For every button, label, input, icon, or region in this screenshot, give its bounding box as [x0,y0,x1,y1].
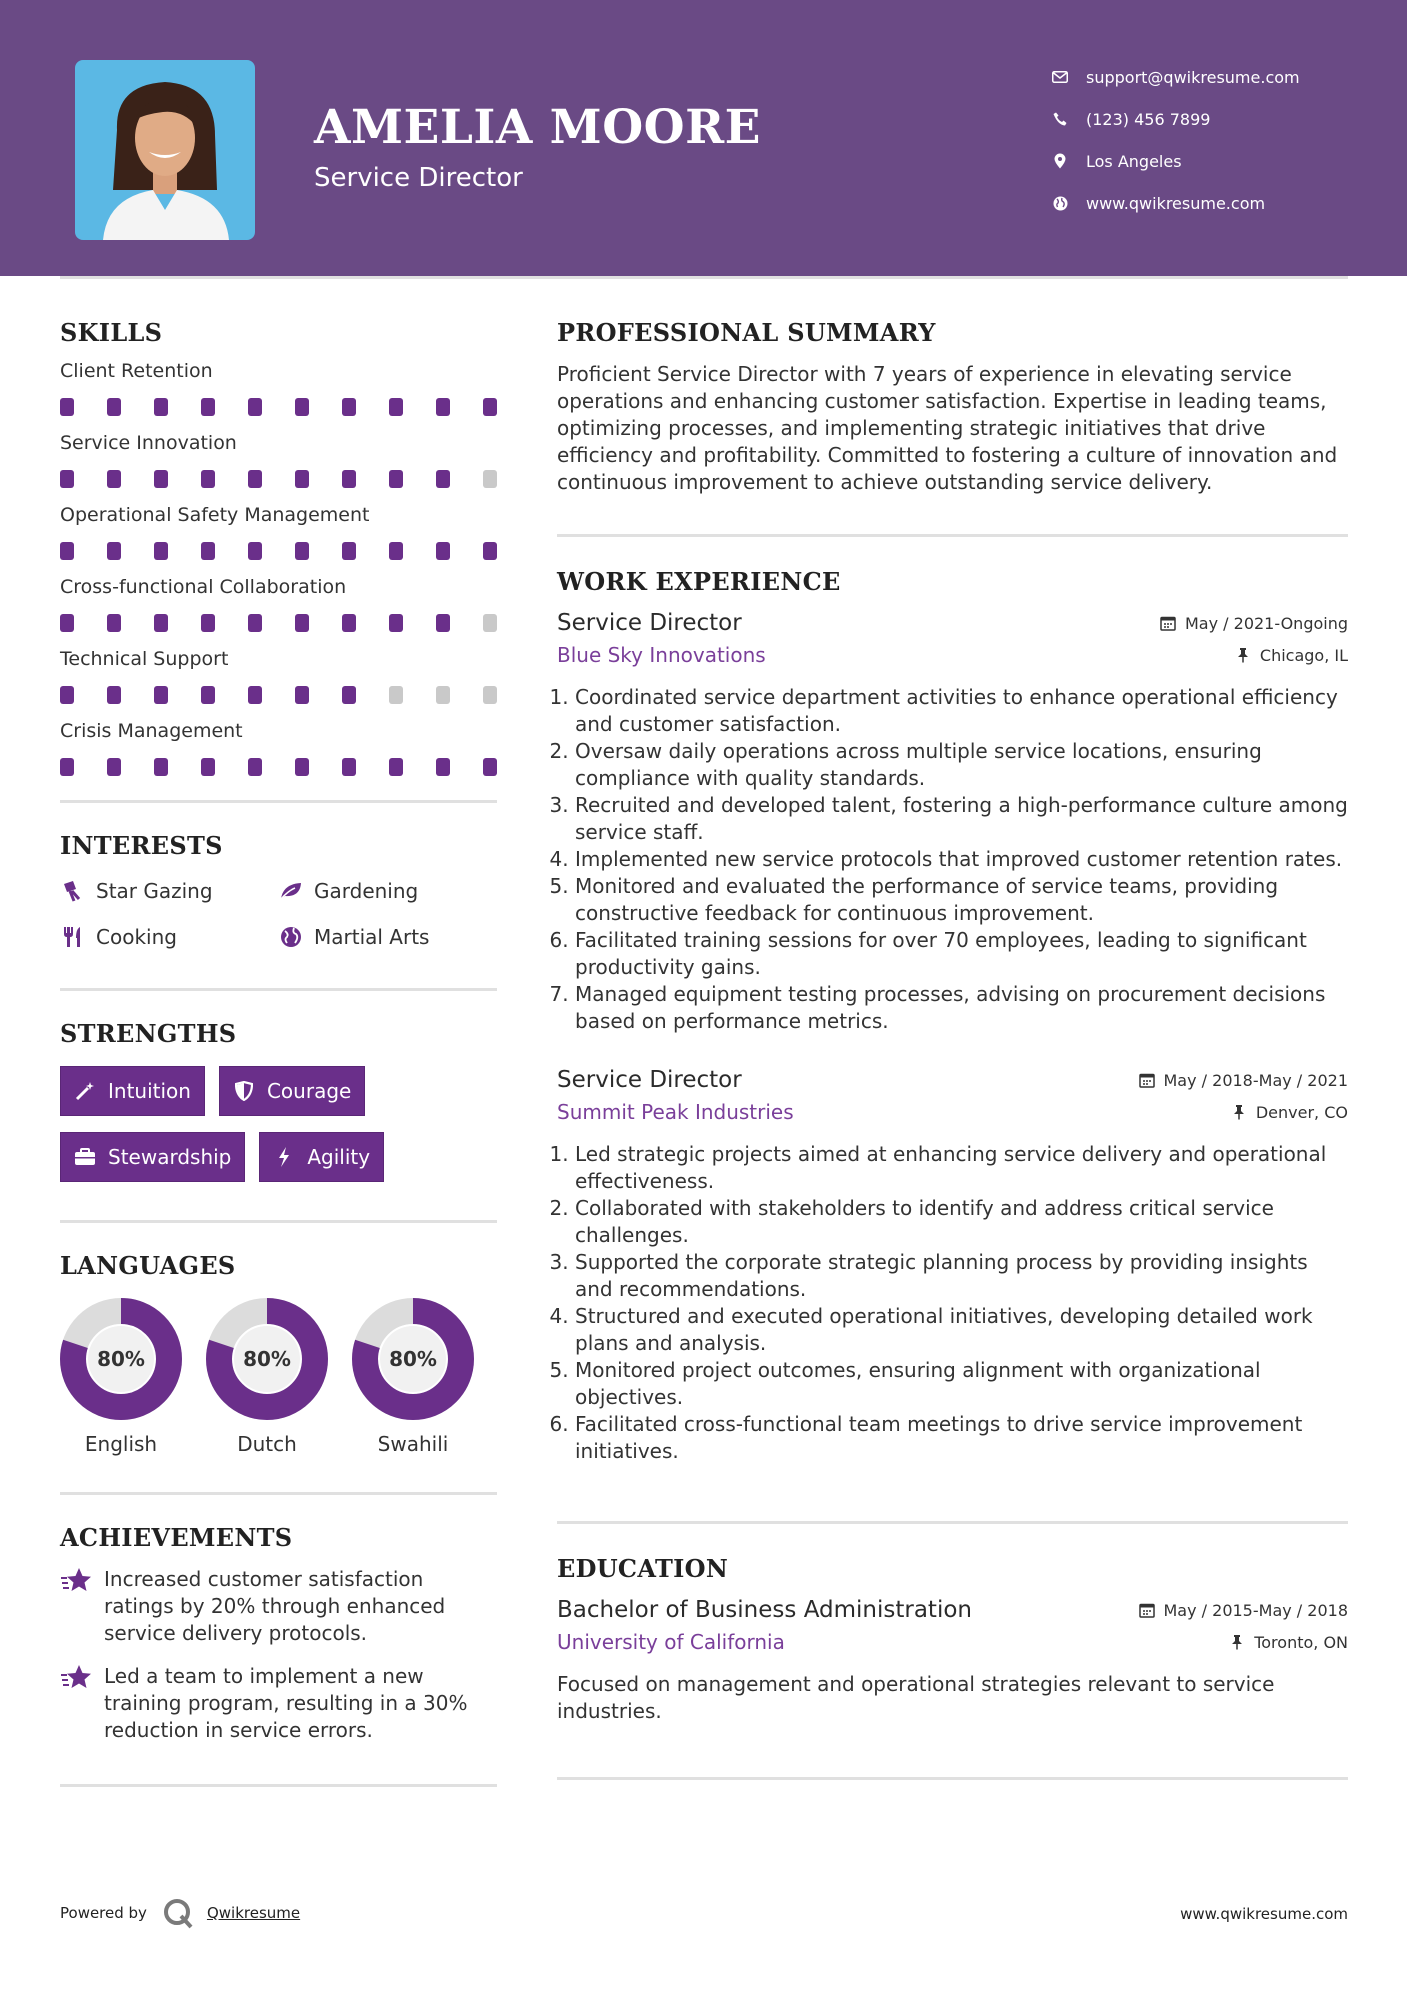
language-name: Swahili [377,1432,449,1456]
calendar-icon [1138,1601,1156,1619]
summary-divider [557,534,1348,537]
job-title: Service Director [557,1067,742,1093]
rating-dot-filled [107,470,121,488]
rating-dot-filled [483,758,497,776]
star-icon [60,1663,94,1693]
skills-list [60,360,497,776]
duty-item: 1. Coordinated service department activities to enhance operational efficiency and customer satisfaction. [575,684,1348,738]
rating-dot-filled [295,542,309,560]
pushpin-icon [1228,1633,1246,1651]
pushpin-icon [1234,646,1252,664]
rating-dot-filled [389,614,403,632]
job-date: May / 2018-May / 2021 [1138,1071,1349,1090]
rating-dot-filled [248,542,262,560]
language-percent: 80% [97,1347,145,1371]
language-name: Dutch [237,1432,297,1456]
rating-dot-filled [342,542,356,560]
degree-name: Bachelor of Business Administration [557,1597,972,1623]
rating-dot-filled [342,686,356,704]
education-location: Toronto, ON [1228,1633,1348,1652]
skill-rating [60,614,497,632]
pushpin-icon [1230,1103,1248,1121]
contact-website[interactable] [1050,182,1300,224]
rating-dot-filled [201,398,215,416]
rating-dot-filled [436,398,450,416]
education-title: EDUCATION [557,1554,729,1583]
duty-item: 6. Facilitated cross-functional team meetings to drive service improvement initiatives. [575,1411,1348,1465]
rating-dot-filled [248,470,262,488]
rating-dot-filled [201,758,215,776]
skill-rating [60,398,497,416]
duty-item: 2. Oversaw daily operations across multiple service locations, ensuring compliance with quality standards. [575,738,1348,792]
company-name: Summit Peak Industries [557,1100,794,1124]
footer-powered-by: Powered by Qwikresume [60,1896,300,1930]
envelope-icon [1050,67,1070,87]
rating-dot-filled [201,542,215,560]
duty-item: 3. Recruited and developed talent, fostering a high-performance culture among service staff. [575,792,1348,846]
rating-dot-filled [60,758,74,776]
rating-dot-filled [60,542,74,560]
strength-tag: Courage [219,1066,365,1116]
rating-dot-filled [342,470,356,488]
rating-dot-filled [60,614,74,632]
duty-item: 4. Implemented new service protocols that improved customer retention rates. [575,846,1348,873]
achievement-item: Led a team to implement a new training program, resulting in a 30% reduction in service errors. [60,1663,497,1744]
job-location: Denver, CO [1230,1103,1348,1122]
rating-dot-filled [107,686,121,704]
rating-dot-filled [436,614,450,632]
job-title: Service Director [557,610,742,636]
job-duties [557,684,1348,1035]
experience-title: WORK EXPERIENCE [557,567,841,596]
language-progress-ring [352,1298,474,1420]
rating-dot-filled [248,686,262,704]
duty-item: 7. Managed equipment testing processes, advising on procurement decisions based on performance metrics. [575,981,1348,1035]
contact-website-text: www.qwikresume.com [1086,193,1266,213]
rating-dot-empty [483,470,497,488]
job-date: May / 2021-Ongoing [1159,614,1348,633]
rating-dot-empty [389,686,403,704]
skill-rating [60,758,497,776]
duty-item: 5. Monitored and evaluated the performance of service teams, providing constructive feedback for continuous improvement. [575,873,1348,927]
achievements-list [60,1566,497,1744]
languages-title: LANGUAGES [60,1251,236,1280]
education-description: Focused on management and operational strategies relevant to service industries. [557,1672,1275,1723]
calendar-icon [1159,614,1177,632]
language-item [206,1298,328,1456]
rating-dot-filled [389,758,403,776]
rating-dot-empty [483,686,497,704]
interest-item: Gardening [278,878,497,904]
telescope-icon [60,879,86,903]
left-column [60,318,497,1787]
skills-divider [60,800,497,803]
strength-tag: Agility [259,1132,384,1182]
interest-item: Cooking [60,924,278,950]
achievement-item: Increased customer satisfaction ratings by 20% through enhanced service delivery protocols. [60,1566,497,1647]
rating-dot-filled [201,470,215,488]
rating-dot-filled [389,470,403,488]
rating-dot-filled [60,686,74,704]
rating-dot-filled [436,470,450,488]
duty-item: 6. Facilitated training sessions for over 70 employees, leading to significant productivity gains. [575,927,1348,981]
lightning-icon [273,1146,295,1168]
duty-item: 3. Supported the corporate strategic planning process by providing insights and recommendations. [575,1249,1348,1303]
skills-title: SKILLS [60,318,163,347]
qwikresume-logo-icon [161,1896,195,1930]
calendar-icon [1138,1071,1156,1089]
rating-dot-empty [483,614,497,632]
rating-dot-filled [436,758,450,776]
contact-email[interactable] [1050,56,1300,98]
language-item [352,1298,474,1456]
leaf-icon [278,879,304,903]
rating-dot-filled [483,542,497,560]
rating-dot-filled [201,614,215,632]
contact-location-text: Los Angeles [1086,151,1182,171]
rating-dot-filled [295,686,309,704]
location-pin-icon [1050,151,1070,171]
rating-dot-filled [154,614,168,632]
rating-dot-filled [342,758,356,776]
profile-photo [75,60,255,240]
rating-dot-filled [154,542,168,560]
phone-icon [1050,109,1070,129]
header-divider [60,276,1348,279]
rating-dot-filled [295,614,309,632]
job-duties [557,1141,1348,1465]
globe-icon [278,925,304,949]
rating-dot-filled [248,758,262,776]
education-entry [557,1595,1348,1725]
rating-dot-filled [154,398,168,416]
skill-name: Service Innovation [60,432,237,454]
rating-dot-filled [154,758,168,776]
rating-dot-filled [201,686,215,704]
language-percent: 80% [243,1347,291,1371]
right-column [557,318,1348,1780]
resume-header [0,0,1407,276]
languages-list [60,1298,497,1456]
skill-name: Crisis Management [60,720,243,742]
briefcase-icon [74,1146,96,1168]
summary-text: Proficient Service Director with 7 years of experience in elevating service operations and enhancing customer satisfaction. Expertise in leading teams, optimizing processes, and implementing strategic initiatives that drive efficiency and profitability. Committed to fostering a culture of innovation and continuous improvement to achieve outstanding service delivery. [557,362,1338,494]
magic-wand-icon [74,1080,96,1102]
skill-rating [60,686,497,704]
strength-tag: Intuition [60,1066,205,1116]
rating-dot-filled [295,470,309,488]
languages-divider [60,1492,497,1495]
job-entry [557,1065,1348,1465]
skill-name: Cross-functional Collaboration [60,576,347,598]
skill-name: Client Retention [60,360,213,382]
star-icon [60,1566,94,1596]
shield-icon [233,1080,255,1102]
contact-location [1050,140,1300,182]
strengths-divider [60,1220,497,1223]
school-name: University of California [557,1630,785,1654]
education-date: May / 2015-May / 2018 [1138,1601,1349,1620]
contact-list [1050,56,1300,224]
achievements-divider [60,1784,497,1787]
job-location: Chicago, IL [1234,646,1348,665]
experience-divider [557,1521,1348,1524]
interests-list [60,878,497,950]
contact-email-text: support@qwikresume.com [1086,67,1300,87]
company-name: Blue Sky Innovations [557,643,766,667]
skill-rating [60,470,497,488]
strengths-title: STRENGTHS [60,1019,237,1048]
rating-dot-filled [436,542,450,560]
rating-dot-filled [60,398,74,416]
utensils-icon [60,925,86,949]
rating-dot-filled [483,398,497,416]
candidate-name: AMELIA MOORE [314,100,761,155]
rating-dot-filled [154,470,168,488]
globe-icon [1050,193,1070,213]
rating-dot-filled [154,686,168,704]
education-divider [557,1777,1348,1780]
rating-dot-filled [389,398,403,416]
strengths-list [60,1066,497,1182]
candidate-role: Service Director [314,163,523,193]
rating-dot-filled [107,614,121,632]
rating-dot-filled [295,758,309,776]
skill-rating [60,542,497,560]
language-percent: 80% [389,1347,437,1371]
rating-dot-filled [248,614,262,632]
achievements-title: ACHIEVEMENTS [60,1523,293,1552]
duty-item: 5. Monitored project outcomes, ensuring alignment with organizational objectives. [575,1357,1348,1411]
rating-dot-filled [107,758,121,776]
skill-name: Operational Safety Management [60,504,370,526]
rating-dot-filled [107,542,121,560]
duty-item: 1. Led strategic projects aimed at enhancing service delivery and operational effectiveness. [575,1141,1348,1195]
rating-dot-filled [248,398,262,416]
language-progress-ring [206,1298,328,1420]
language-item [60,1298,182,1456]
rating-dot-filled [60,470,74,488]
language-name: English [84,1432,158,1456]
rating-dot-filled [342,614,356,632]
rating-dot-empty [436,686,450,704]
interest-item: Star Gazing [60,878,278,904]
footer-website[interactable]: www.qwikresume.com [1180,1905,1348,1923]
interests-divider [60,988,497,991]
rating-dot-filled [342,398,356,416]
interest-item: Martial Arts [278,924,497,950]
strength-tag: Stewardship [60,1132,245,1182]
language-progress-ring [60,1298,182,1420]
rating-dot-filled [295,398,309,416]
summary-title: PROFESSIONAL SUMMARY [557,318,936,347]
interests-title: INTERESTS [60,831,223,860]
contact-phone[interactable] [1050,98,1300,140]
rating-dot-filled [389,542,403,560]
rating-dot-filled [107,398,121,416]
duty-item: 4. Structured and executed operational initiatives, developing detailed work plans and analysis. [575,1303,1348,1357]
skill-name: Technical Support [60,648,229,670]
job-entry [557,608,1348,1035]
footer-brand-link[interactable]: Qwikresume [206,1904,301,1922]
contact-phone-text: (123) 456 7899 [1086,109,1211,129]
duty-item: 2. Collaborated with stakeholders to identify and address critical service challenges. [575,1195,1348,1249]
